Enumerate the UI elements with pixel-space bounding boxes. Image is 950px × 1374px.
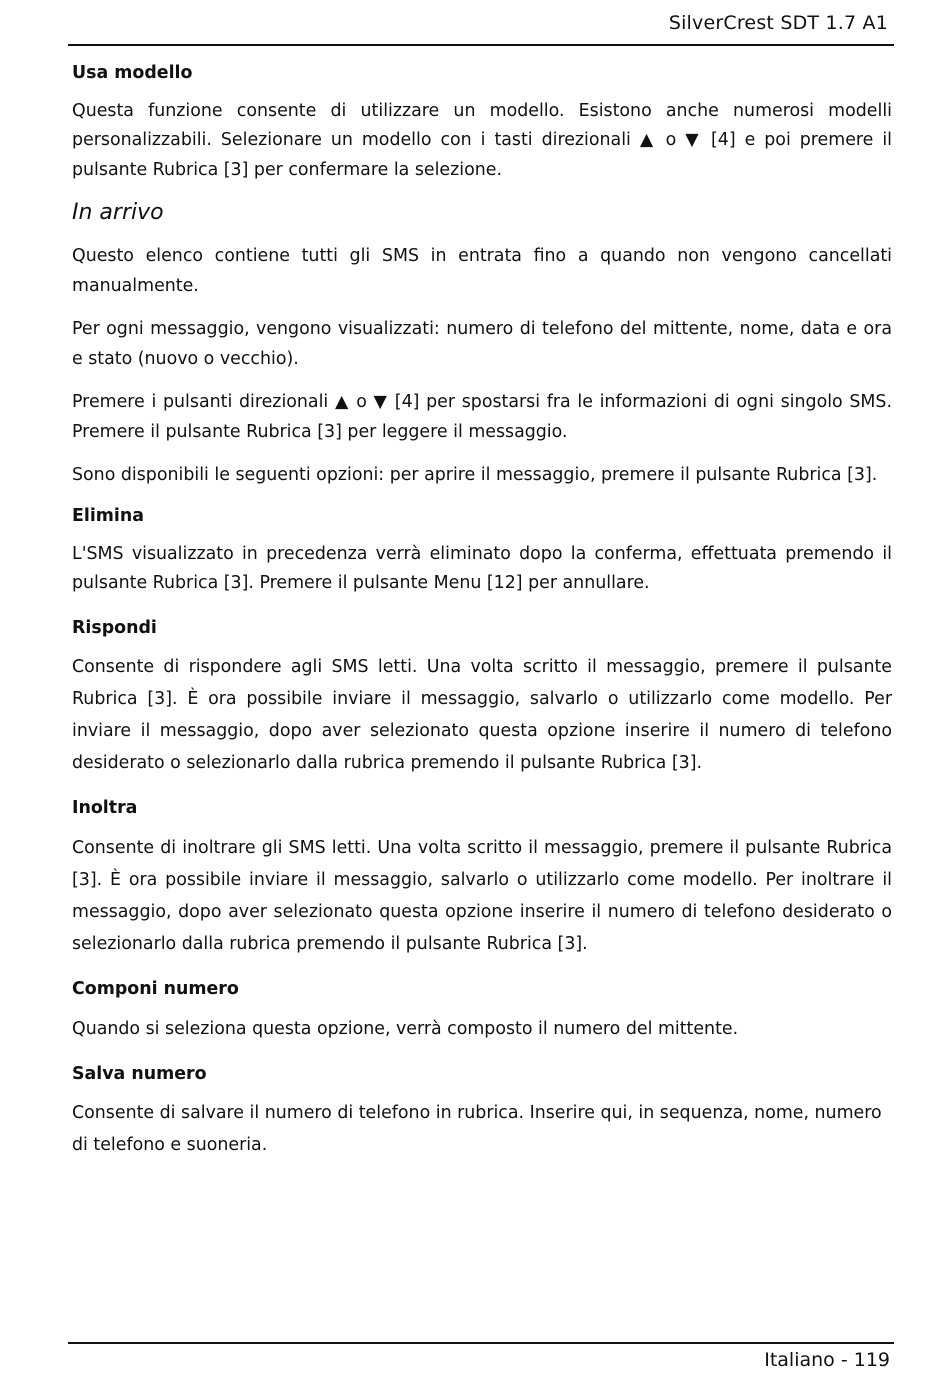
section-heading-inoltra: Inoltra	[72, 798, 138, 819]
paragraph: Questa funzione consente di utilizzare un modello. Esistono anche numerosi modelli personalizzabili. Selezionare un modello con i tasti direzionali ▲ o ▼ [4] e poi premere il pulsante Rubrica [3] per confermare la selezione.	[72, 100, 892, 180]
paragraph: Per ogni messaggio, vengono visualizzati: numero di telefono del mittente, nome, data e ora e stato (nuovo o vecchio).	[72, 319, 892, 369]
section-heading-elimina: Elimina	[72, 506, 144, 526]
paragraph: Quando si seleziona questa opzione, verrà composto il numero del mittente.	[72, 1018, 739, 1039]
paragraph: Consente di rispondere agli SMS letti. Una volta scritto il messaggio, premere il pulsante Rubrica [3]. È ora possibile inviare il messaggio, salvarlo o utilizzarlo come modello. Per inviare il messaggio, dopo aver selezionato questa opzione inserire il numero di telefono desiderato o selezionarlo dalla rubrica premendo il pulsante Rubrica [3].	[72, 657, 892, 774]
footer-divider	[68, 1342, 894, 1344]
paragraph: Sono disponibili le seguenti opzioni: per aprire il messaggio, premere il pulsante Rubrica [3].	[72, 465, 878, 486]
section-heading-usa-modello: Usa modello	[72, 63, 193, 83]
paragraph: Premere i pulsanti direzionali ▲ o ▼ [4] per spostarsi fra le informazioni di ogni singolo SMS. Premere il pulsante Rubrica [3] per leggere il messaggio.	[72, 392, 892, 442]
paragraph: Questo elenco contiene tutti gli SMS in entrata fino a quando non vengono cancellati manualmente.	[72, 245, 892, 296]
paragraph: Consente di inoltrare gli SMS letti. Una volta scritto il messaggio, premere il pulsante Rubrica [3]. È ora possibile inviare il messaggio, salvarlo o utilizzarlo come modello. Per inoltrare il messaggio, dopo aver selezionato questa opzione inserire il numero di telefono desiderato o selezionarlo dalla rubrica premendo il pulsante Rubrica [3].	[72, 838, 892, 955]
section-heading-componi-numero: Componi numero	[72, 979, 239, 1000]
section-heading-salva-numero: Salva numero	[72, 1063, 207, 1084]
page-body	[72, 62, 892, 1179]
document-title: SilverCrest SDT 1.7 A1	[668, 12, 888, 34]
section-heading-rispondi: Rispondi	[72, 617, 157, 638]
paragraph: L'SMS visualizzato in precedenza verrà eliminato dopo la conferma, effettuata premendo il pulsante Rubrica [3]. Premere il pulsante Menu [12] per annullare.	[72, 543, 892, 594]
page-number: Italiano - 119	[764, 1349, 890, 1371]
header-divider	[68, 44, 894, 46]
paragraph: Consente di salvare il numero di telefono in rubrica. Inserire qui, in sequenza, nome, numero di telefono e suoneria.	[72, 1103, 882, 1156]
section-heading-in-arrivo: In arrivo	[72, 200, 164, 226]
